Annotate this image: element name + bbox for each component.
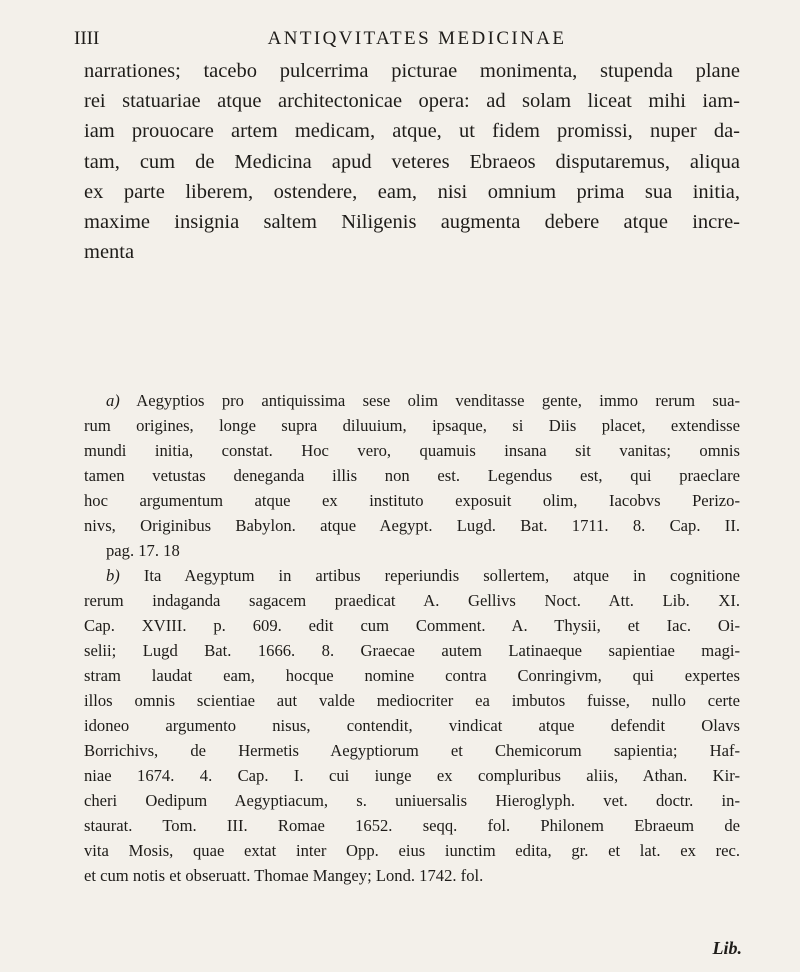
footnote-line: nivs, Originibus Babylon. atque Aegypt. Lugd. Bat. 1711. 8. Cap. II. bbox=[84, 516, 740, 535]
footnote-line: selii; Lugd Bat. 1666. 8. Graecae autem Latinaeque sapientiae magi- bbox=[84, 641, 740, 660]
main-line: maxime insignia saltem Niligenis augmenta debere atque incre- bbox=[84, 211, 740, 234]
footnote-line: et cum notis et obseruatt. Thomae Mangey; Lond. 1742. fol. bbox=[84, 866, 484, 885]
footnote-line: hoc argumentum atque ex instituto exposuit olim, Iacobvs Perizo- bbox=[84, 491, 740, 510]
main-line: narrationes; tacebo pulcerrima picturae monimenta, stupenda plane bbox=[84, 60, 740, 82]
footnote-text: Ita Aegyptum in artibus reperiundis sollertem, atque in cognitione bbox=[143, 566, 741, 585]
footnote-mark: a) bbox=[106, 391, 120, 410]
footnote-line: mundi initia, constat. Hoc vero, quamuis insana sit vanitas; omnis bbox=[84, 441, 740, 460]
footnote-line: vita Mosis, quae extat inter Opp. eius iunctim edita, gr. et lat. ex rec. bbox=[84, 841, 740, 860]
footnote-line: tamen vetustas deneganda illis non est. Legendus est, qui praeclare bbox=[84, 466, 740, 485]
running-head bbox=[74, 28, 708, 54]
footnote-a bbox=[84, 388, 740, 563]
main-line: menta bbox=[84, 241, 135, 264]
main-paragraph bbox=[84, 56, 740, 267]
footnote-line: pag. 17. 18 bbox=[106, 541, 180, 560]
footnote-mark: b) bbox=[106, 566, 120, 585]
footnote-line bbox=[84, 563, 740, 588]
main-line: iam prouocare artem medicam, atque, ut fidem promissi, nuper da- bbox=[84, 120, 740, 143]
main-line: rei statuariae atque architectonicae opera: ad solam liceat mihi iam- bbox=[84, 90, 740, 113]
footnote-line: staurat. Tom. III. Romae 1652. seqq. fol. Philonem Ebraeum de bbox=[84, 816, 740, 835]
footnote-line: rerum indaganda sagacem praedicat A. Gellivs Noct. Att. Lib. XI. bbox=[84, 591, 740, 610]
footnote-line: idoneo argumento nisus, contendit, vindicat atque defendit Olavs bbox=[84, 716, 740, 735]
footnote-line: Cap. XVIII. p. 609. edit cum Comment. A. Thysii, et Iac. Oi- bbox=[84, 616, 740, 635]
footnote-line: niae 1674. 4. Cap. I. cui iunge ex compluribus aliis, Athan. Kir- bbox=[84, 766, 740, 785]
footnote-line: rum origines, longe supra diluuium, ipsaque, si Diis placet, extendisse bbox=[84, 416, 740, 435]
main-line: ex parte liberem, ostendere, eam, nisi omnium prima sua initia, bbox=[84, 180, 740, 203]
footnote-line: cheri Oedipum Aegyptiacum, s. uniuersalis Hieroglyph. vet. doctr. in- bbox=[84, 791, 740, 810]
running-title: ANTIQVITATES MEDICINAE bbox=[267, 28, 567, 49]
footnote-b bbox=[84, 563, 740, 888]
page-number: IIII bbox=[74, 28, 100, 49]
footnote-line: illos omnis scientiae aut valde mediocriter ea imbutos fuisse, nullo certe bbox=[84, 691, 740, 710]
footnote-line bbox=[84, 388, 740, 413]
footnote-line: stram laudat eam, hocque nomine contra Conringivm, qui expertes bbox=[84, 666, 740, 685]
footnote-text: Aegyptios pro antiquissima sese olim venditasse gente, immo rerum sua- bbox=[136, 391, 740, 410]
footnotes bbox=[84, 388, 740, 888]
footnote-line: Borrichivs, de Hermetis Aegyptiorum et Chemicorum sapientia; Haf- bbox=[84, 741, 740, 760]
catchword: Lib. bbox=[712, 938, 742, 958]
main-line: tam, cum de Medicina apud veteres Ebraeos disputaremus, aliqua bbox=[84, 150, 740, 173]
